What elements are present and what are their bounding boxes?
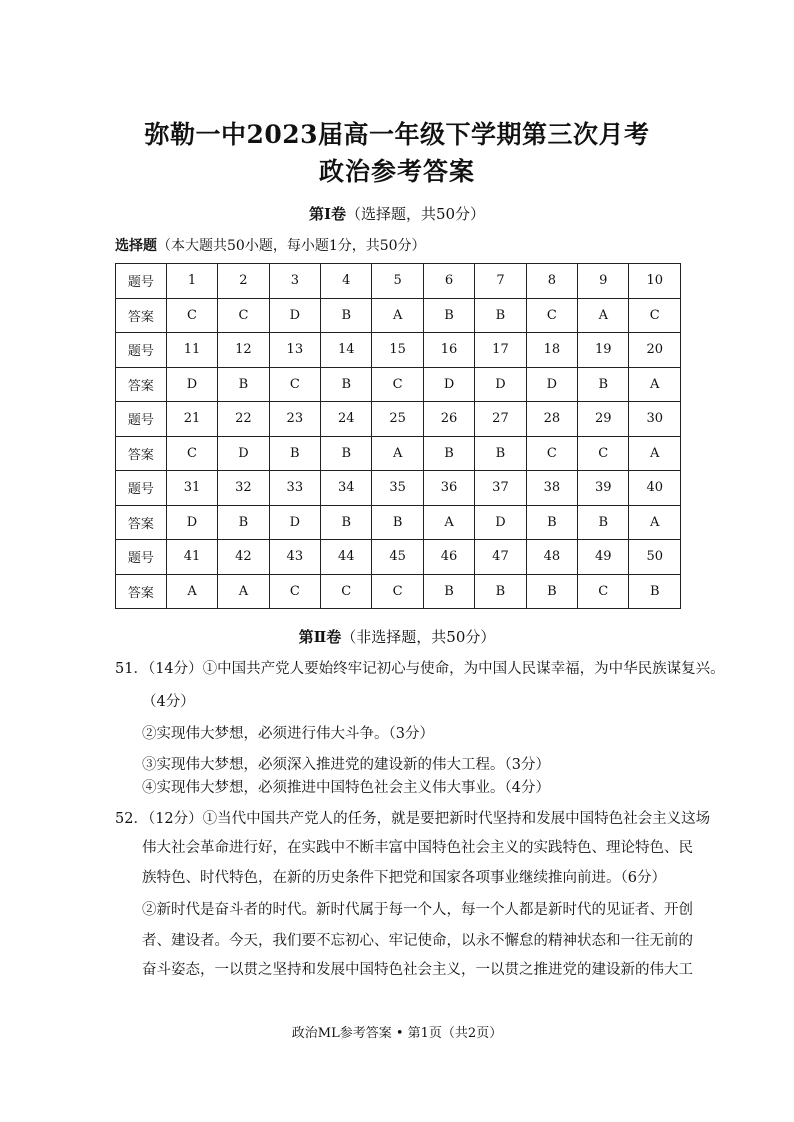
- question-number-cell: 5: [372, 264, 423, 299]
- answer-cell: C: [166, 298, 217, 333]
- answer-cell: D: [475, 505, 526, 540]
- answer-cell: B: [526, 574, 577, 609]
- row-header: 答案: [116, 367, 167, 402]
- question-number-cell: 37: [475, 471, 526, 506]
- question-number-cell: 35: [372, 471, 423, 506]
- answer-cell: B: [269, 436, 320, 471]
- page-footer: 政治ML参考答案 • 第1页（共2页）: [291, 1026, 503, 1041]
- answer-cell: C: [578, 574, 629, 609]
- answer-line: ④实现伟大梦想，必须推进中国特色社会主义伟大事业。（4分）: [142, 780, 550, 796]
- question-number-row: [116, 471, 681, 506]
- answer-cell: D: [166, 367, 217, 402]
- question-number-cell: 8: [526, 264, 577, 299]
- question-number-cell: 22: [218, 402, 269, 437]
- question-number-cell: 24: [321, 402, 372, 437]
- question-number-cell: 43: [269, 540, 320, 575]
- question-number-cell: 19: [578, 333, 629, 368]
- question-number-cell: 23: [269, 402, 320, 437]
- answer-cell: D: [218, 436, 269, 471]
- question-number-cell: 26: [423, 402, 474, 437]
- question-number-cell: 48: [526, 540, 577, 575]
- answer-row: [116, 298, 681, 333]
- answer-cell: B: [423, 298, 474, 333]
- page-title: 弥勒一中2023届高一年级下学期第三次月考: [144, 120, 650, 149]
- question-number-row: [116, 264, 681, 299]
- answer-line: ③实现伟大梦想，必须深入推进党的建设新的伟大工程。（3分）: [142, 757, 550, 773]
- question-number-cell: 3: [269, 264, 320, 299]
- section-2-desc: （非选择题，共50分）: [341, 628, 496, 646]
- answer-cell: A: [629, 436, 681, 471]
- answer-cell: B: [475, 436, 526, 471]
- question-number-cell: 46: [423, 540, 474, 575]
- question-number-cell: 41: [166, 540, 217, 575]
- answer-cell: D: [269, 505, 320, 540]
- answer-cell: A: [372, 436, 423, 471]
- answer-cell: D: [269, 298, 320, 333]
- question-number-cell: 20: [629, 333, 681, 368]
- question-number-cell: 50: [629, 540, 681, 575]
- row-header: 题号: [116, 540, 167, 575]
- answer-cell: C: [269, 574, 320, 609]
- choice-desc: （本大题共50小题，每小题1分，共50分）: [157, 238, 426, 254]
- answer-cell: B: [321, 505, 372, 540]
- question-number-cell: 47: [475, 540, 526, 575]
- answer-cell: B: [526, 505, 577, 540]
- answer-line: ②实现伟大梦想，必须进行伟大斗争。（3分）: [142, 726, 434, 742]
- question-number-row: [116, 333, 681, 368]
- answer-cell: B: [321, 298, 372, 333]
- answer-cell: B: [578, 367, 629, 402]
- answer-line: 伟大社会革命进行好，在实践中不断丰富中国特色社会主义的实践特色、理论特色、民: [142, 840, 693, 856]
- question-number-cell: 39: [578, 471, 629, 506]
- question-number-cell: 14: [321, 333, 372, 368]
- answer-cell: B: [423, 436, 474, 471]
- answer-cell: A: [372, 298, 423, 333]
- answer-cell: B: [321, 436, 372, 471]
- question-number-cell: 44: [321, 540, 372, 575]
- question-number-cell: 38: [526, 471, 577, 506]
- question-number-cell: 32: [218, 471, 269, 506]
- answer-cell: B: [578, 505, 629, 540]
- section-1-heading: [0, 203, 794, 224]
- answer-cell: A: [218, 574, 269, 609]
- question-number-cell: 31: [166, 471, 217, 506]
- section-2-name: 第Ⅱ卷: [298, 628, 342, 646]
- answer-cell: B: [475, 574, 526, 609]
- question-number-cell: 27: [475, 402, 526, 437]
- question-number-cell: 17: [475, 333, 526, 368]
- answer-cell: D: [475, 367, 526, 402]
- section-2-heading: [0, 626, 794, 647]
- question-number-cell: 45: [372, 540, 423, 575]
- question-number-cell: 15: [372, 333, 423, 368]
- answer-cell: B: [218, 505, 269, 540]
- answer-cell: C: [526, 298, 577, 333]
- question-number-cell: 10: [629, 264, 681, 299]
- row-header: 题号: [116, 333, 167, 368]
- answer-cell: A: [629, 505, 681, 540]
- answer-row: [116, 574, 681, 609]
- question-number-cell: 33: [269, 471, 320, 506]
- answer-cell: A: [629, 367, 681, 402]
- question-number-cell: 28: [526, 402, 577, 437]
- question-number-cell: 1: [166, 264, 217, 299]
- question-number-cell: 36: [423, 471, 474, 506]
- answer-line: 者、建设者。今天，我们要不忘初心、牢记使命，以永不懈怠的精神状态和一往无前的: [142, 933, 693, 949]
- question-number-cell: 9: [578, 264, 629, 299]
- answer-row: [116, 367, 681, 402]
- answer-cell: B: [321, 367, 372, 402]
- question-number-cell: 49: [578, 540, 629, 575]
- question-number-cell: 4: [321, 264, 372, 299]
- question-number-cell: 21: [166, 402, 217, 437]
- answer-cell: C: [218, 298, 269, 333]
- answer-cell: B: [629, 574, 681, 609]
- question-number-row: [116, 540, 681, 575]
- question-number-cell: 12: [218, 333, 269, 368]
- question-number-cell: 18: [526, 333, 577, 368]
- question-number-cell: 30: [629, 402, 681, 437]
- answer-row: [116, 505, 681, 540]
- answer-cell: C: [578, 436, 629, 471]
- answer-cell: A: [423, 505, 474, 540]
- answer-cell: A: [578, 298, 629, 333]
- answer-cell: B: [475, 298, 526, 333]
- row-header: 答案: [116, 574, 167, 609]
- row-header: 题号: [116, 471, 167, 506]
- answer-cell: B: [372, 505, 423, 540]
- answer-cell: C: [372, 367, 423, 402]
- answer-cell: C: [269, 367, 320, 402]
- section-1-desc: （选择题，共50分）: [345, 205, 486, 223]
- answer-cell: D: [423, 367, 474, 402]
- answer-line: （4分）: [142, 694, 195, 710]
- answer-table: [115, 263, 681, 609]
- question-number-cell: 16: [423, 333, 474, 368]
- answer-cell: C: [321, 574, 372, 609]
- question-number-cell: 2: [218, 264, 269, 299]
- question-number-cell: 29: [578, 402, 629, 437]
- answer-line: 族特色、时代特色，在新的历史条件下把党和国家各项事业继续推向前进。（6分）: [142, 870, 666, 886]
- question-number-cell: 42: [218, 540, 269, 575]
- answer-cell: B: [218, 367, 269, 402]
- row-header: 题号: [116, 264, 167, 299]
- question-number-cell: 13: [269, 333, 320, 368]
- answer-cell: D: [166, 505, 217, 540]
- section-1-name: 第Ⅰ卷: [308, 205, 346, 223]
- question-number-cell: 25: [372, 402, 423, 437]
- page-subtitle: 政治参考答案: [318, 157, 475, 186]
- question-number-cell: 7: [475, 264, 526, 299]
- question-number-cell: 40: [629, 471, 681, 506]
- row-header: 答案: [116, 436, 167, 471]
- answer-cell: C: [629, 298, 681, 333]
- question-number-cell: 34: [321, 471, 372, 506]
- row-header: 题号: [116, 402, 167, 437]
- question-number-row: [116, 402, 681, 437]
- row-header: 答案: [116, 298, 167, 333]
- answer-cell: B: [423, 574, 474, 609]
- question-number-cell: 11: [166, 333, 217, 368]
- answer-cell: D: [526, 367, 577, 402]
- answer-cell: C: [372, 574, 423, 609]
- answer-line: 奋斗姿态，一以贯之坚持和发展中国特色社会主义，一以贯之推进党的建设新的伟大工: [142, 962, 693, 978]
- answer-line: 52．（12分）①当代中国共产党人的任务，就是要把新时代坚持和发展中国特色社会主义这场: [115, 811, 711, 827]
- answer-cell: C: [166, 436, 217, 471]
- answer-line: ②新时代是奋斗者的时代。新时代属于每一个人，每一个人都是新时代的见证者、开创: [142, 902, 693, 918]
- answer-cell: A: [166, 574, 217, 609]
- answer-row: [116, 436, 681, 471]
- answer-line: 51．（14分）①中国共产党人要始终牢记初心与使命，为中国人民谋幸福，为中华民族谋复兴。: [115, 661, 725, 677]
- choice-heading: [115, 235, 426, 255]
- row-header: 答案: [116, 505, 167, 540]
- answer-cell: C: [526, 436, 577, 471]
- choice-label: 选择题: [115, 238, 157, 254]
- question-number-cell: 6: [423, 264, 474, 299]
